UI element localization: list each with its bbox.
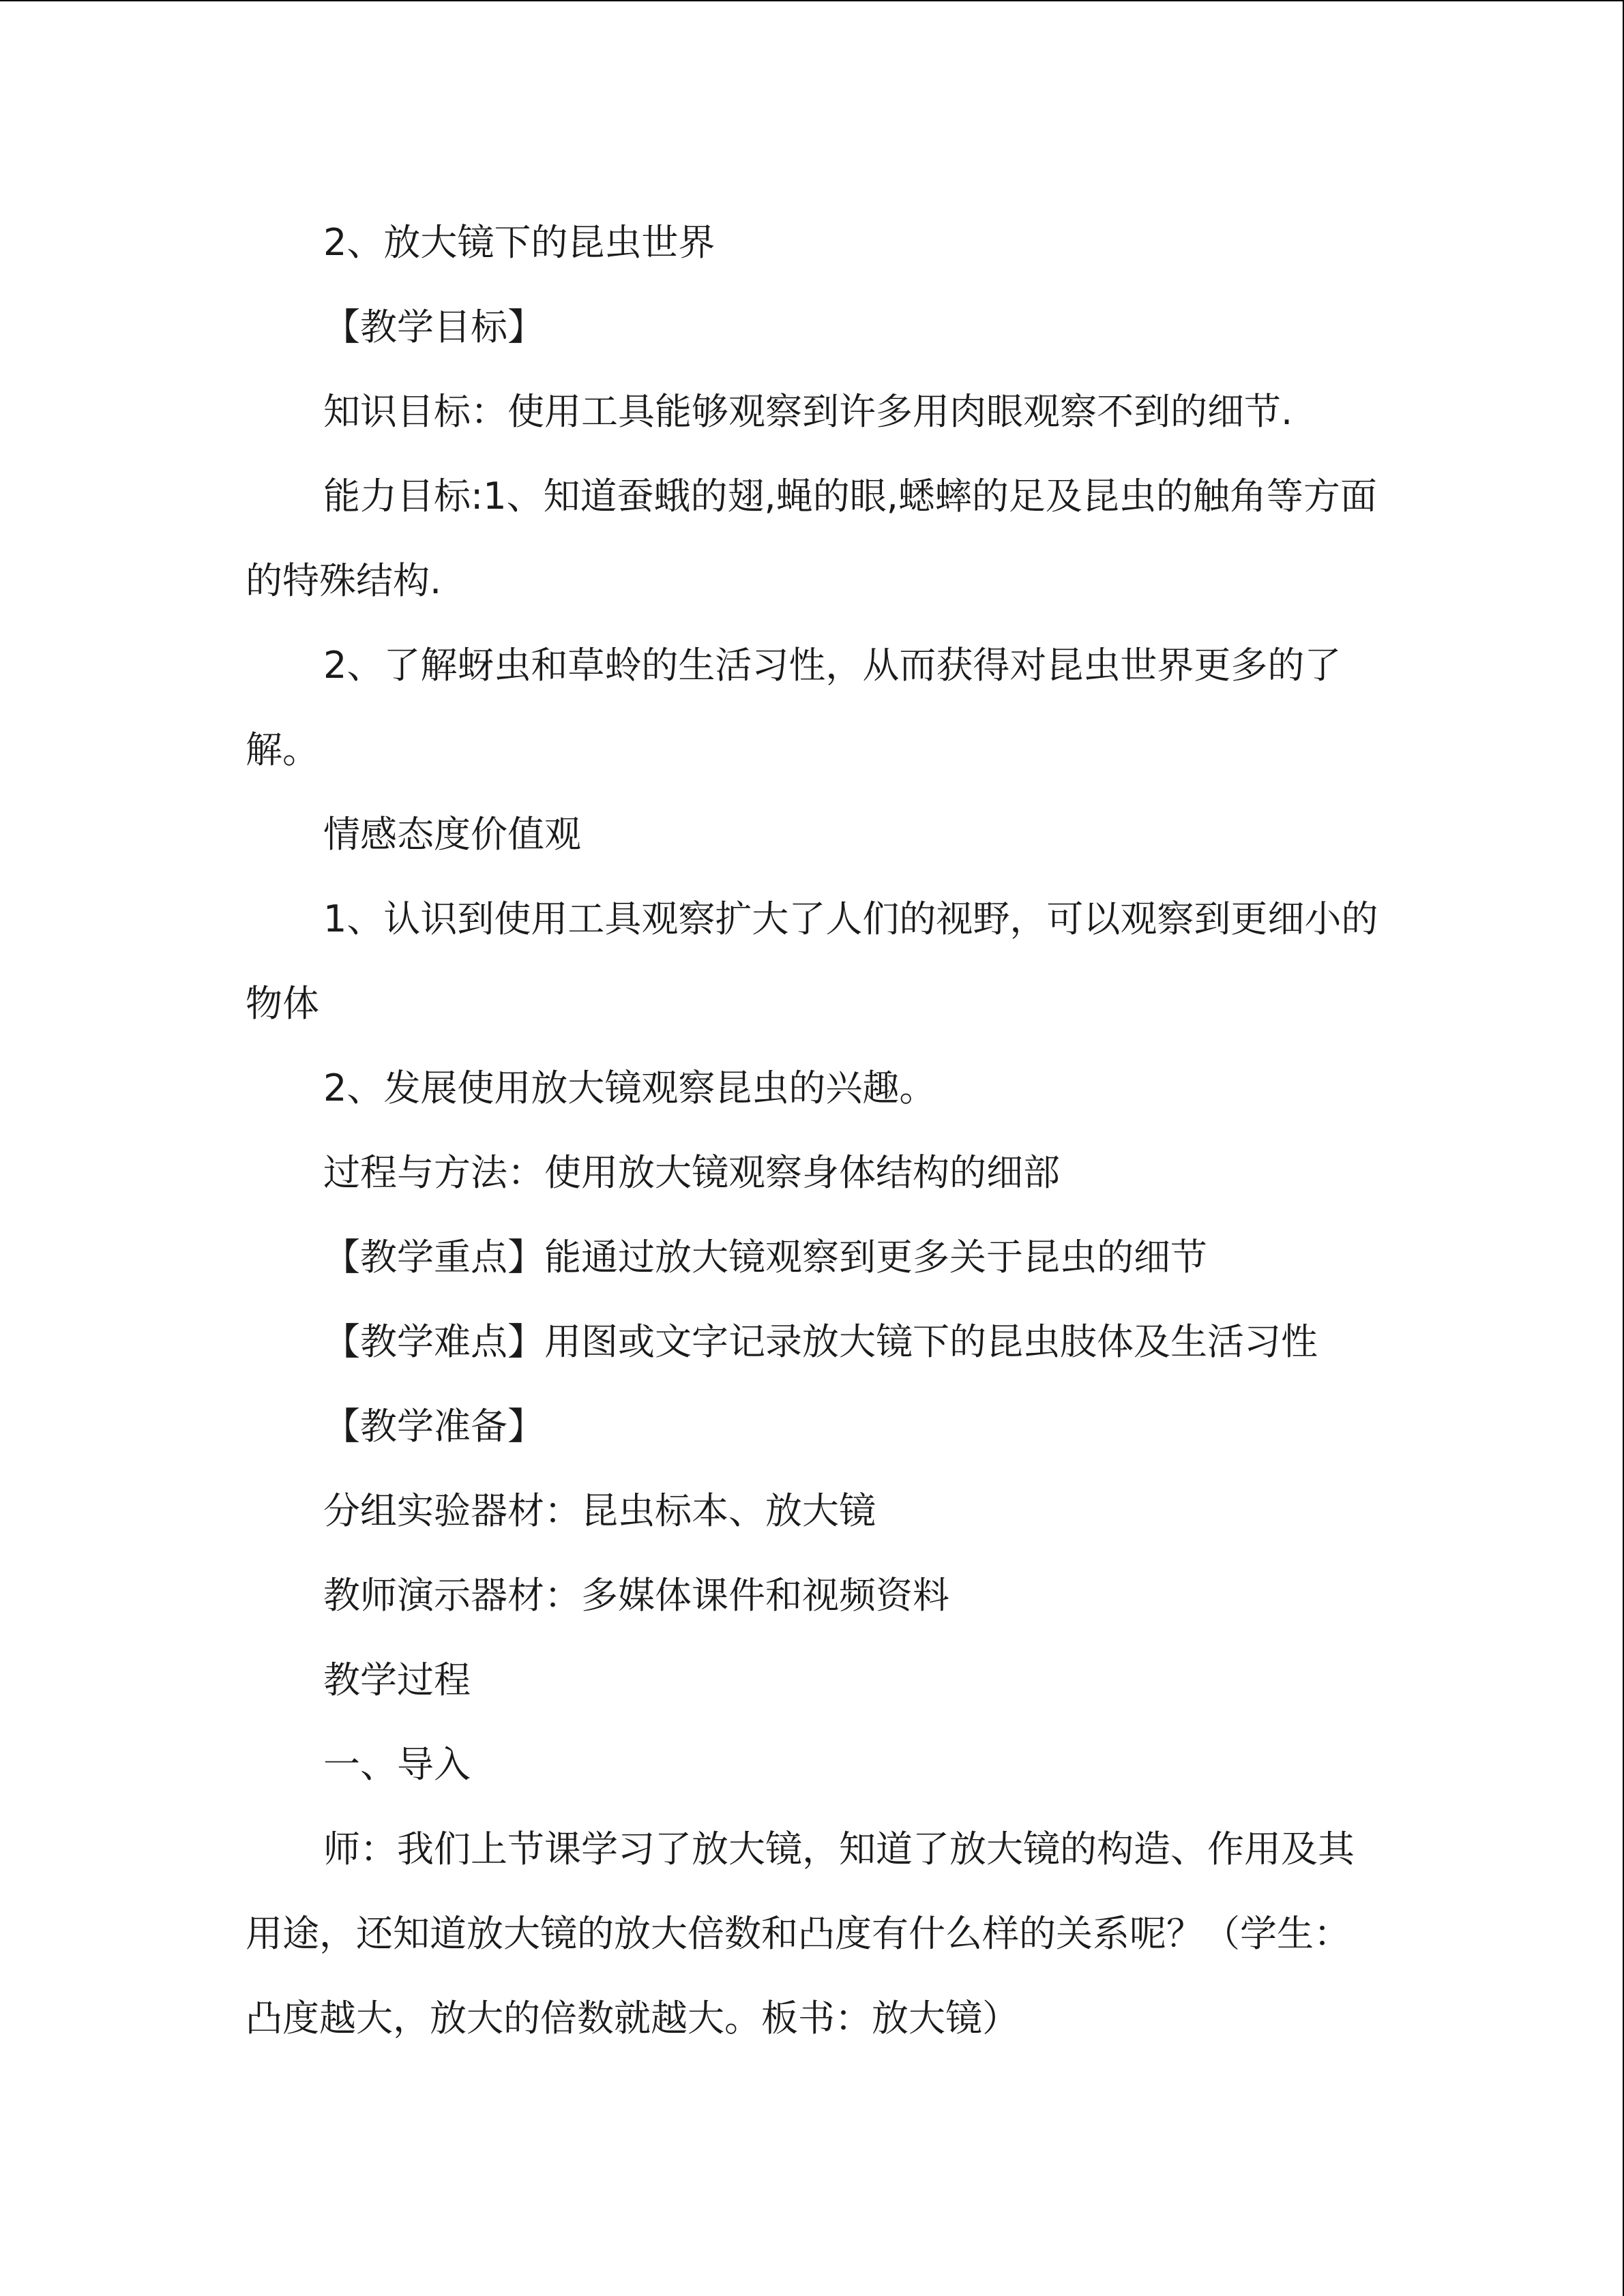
teaching-difficulty: 【教学难点】用图或文字记录放大镜下的昆虫肢体及生活习性 bbox=[323, 1320, 1318, 1363]
ability-goal-2: 2、了解蚜虫和草蛉的生活习性，从而获得对昆虫世界更多的了解。 bbox=[246, 644, 1342, 771]
introduction-heading: 一、导入 bbox=[323, 1743, 471, 1786]
knowledge-goal: 知识目标：使用工具能够观察到许多用肉眼观察不到的细节. bbox=[323, 390, 1293, 433]
teaching-key-point: 【教学重点】能通过放大镜观察到更多关于昆虫的细节 bbox=[323, 1236, 1207, 1279]
section-heading-teaching-goals: 【教学目标】 bbox=[323, 305, 544, 348]
emotion-goal-1: 1、认识到使用工具观察扩大了人们的视野，可以观察到更细小的物体 bbox=[246, 897, 1378, 1025]
group-equipment: 分组实验器材：昆虫标本、放大镜 bbox=[323, 1489, 876, 1532]
emotion-goal-2: 2、发展使用放大镜观察昆虫的兴趣。 bbox=[323, 1067, 936, 1109]
teacher-equipment: 教师演示器材：多媒体课件和视频资料 bbox=[323, 1574, 949, 1617]
process-method: 过程与方法：使用放大镜观察身体结构的细部 bbox=[323, 1151, 1060, 1194]
ability-goal-1: 能力目标:1、知道蚕蛾的翅,蝇的眼,蟋蟀的足及昆虫的触角等方面的特殊结构. bbox=[246, 475, 1377, 602]
section-heading-preparation: 【教学准备】 bbox=[323, 1405, 544, 1448]
teacher-dialogue: 师：我们上节课学习了放大镜，知道了放大镜的构造、作用及其用途，还知道放大镜的放大倍数和凸度有什么样的关系呢？（学生：凸度越大，放大的倍数就越大。板书：放大镜） bbox=[246, 1828, 1355, 2040]
lesson-title: 2、放大镜下的昆虫世界 bbox=[323, 221, 715, 264]
teaching-process-heading: 教学过程 bbox=[323, 1658, 471, 1701]
emotion-values-heading: 情感态度价值观 bbox=[323, 813, 581, 856]
document-body bbox=[246, 200, 1381, 2061]
